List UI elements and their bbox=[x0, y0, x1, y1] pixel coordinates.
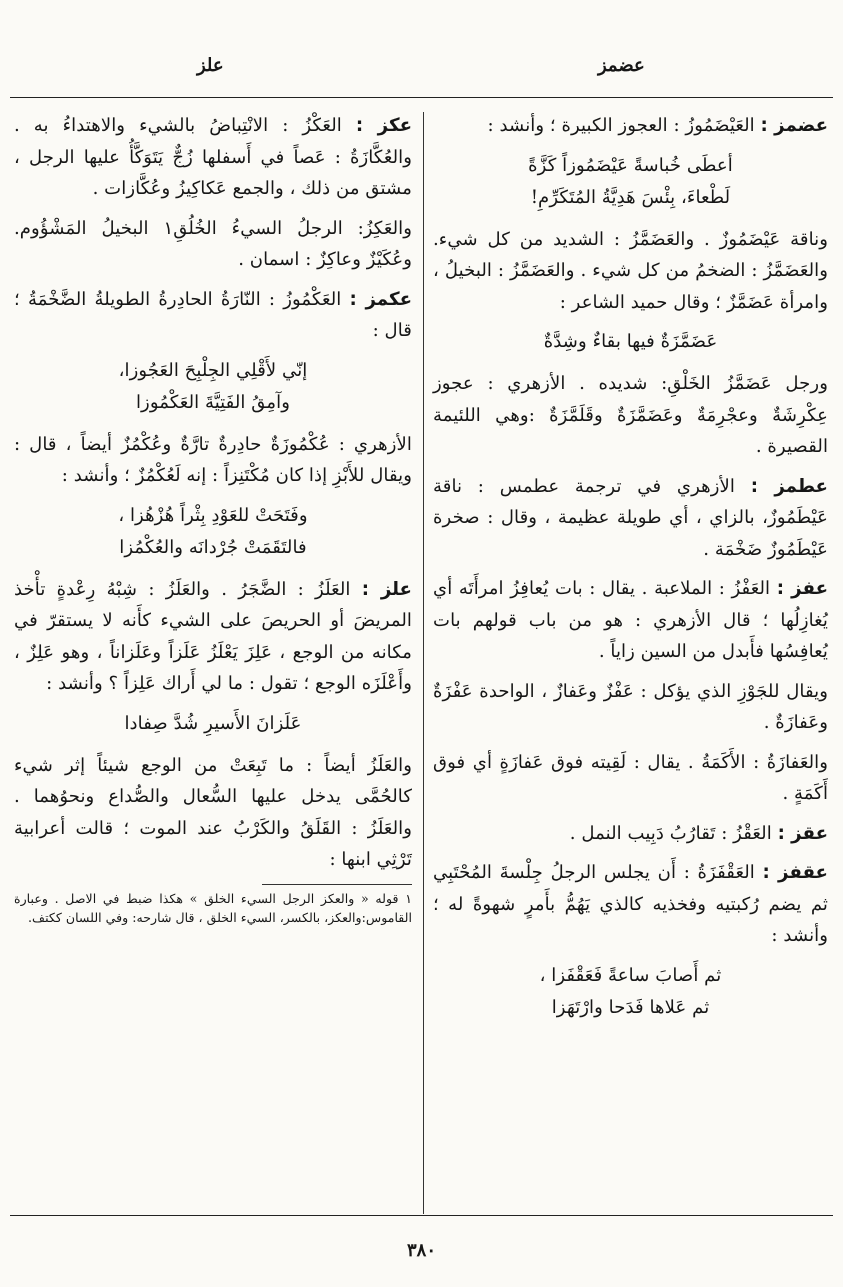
entry-akz bbox=[14, 110, 412, 205]
entry-text: الأزهري : عُكْمُوزَةٌ حادِرةٌ تارَّةٌ وعُكْمُزٌ أيضاً ، قال : ويقال للأَبْزِ إذا كان مُكْتَنِزاً : إنه لَعُكْمُزٌ ؛ وأنشد : bbox=[14, 433, 412, 486]
verse-line: عَلَزانَ الأَسيرِ شُدَّ صِفادا bbox=[124, 712, 302, 734]
entry-aqz bbox=[433, 818, 828, 850]
entry-udmuz bbox=[433, 110, 828, 214]
verse-line: أعطَى خُباسةً عَيْضَمُوزاً كَزَّةً bbox=[528, 154, 733, 176]
entry-paragraph bbox=[14, 750, 412, 876]
footer-rule bbox=[10, 1215, 833, 1216]
entry-text: العَلَزُ : الضَّجَرُ . والعَلَزُ : شِبْهُ رِعْدةٍ تأْخذ المريضَ أو الحريصَ على الشيء كأَنه لا يستقرّ في مكانه من الوجع ، عَلِزَ يَعْلَزُ عَلَزاً وعَلَزاناً ، وهو عَلِزٌ ، وأَعْلَزَه الوجع ؛ تقول : ما لي أَراك عَلِزاً ؟ وأنشد : bbox=[14, 578, 412, 694]
headword: عقفز : bbox=[762, 862, 828, 883]
entry-akmaz-cont bbox=[14, 429, 412, 564]
verse-block bbox=[433, 326, 828, 358]
entry-udmuz-cont bbox=[433, 224, 828, 359]
entry-text: ويقال للجَوْزِ الذي يؤكل : عَفْزٌ وعَفازٌ ، الواحدة عَفْزَةٌ وعَفازَةٌ . bbox=[433, 680, 828, 733]
entry-udmuz-cont2 bbox=[433, 368, 828, 463]
entry-paragraph bbox=[433, 224, 828, 319]
entry-paragraph bbox=[433, 471, 828, 566]
entry-paragraph bbox=[14, 284, 412, 347]
footnote-rule bbox=[262, 884, 412, 885]
headword: عكمز : bbox=[349, 288, 412, 310]
entry-akmaz bbox=[14, 284, 412, 419]
column-divider bbox=[423, 112, 424, 1214]
entry-alaz-cont bbox=[14, 750, 412, 876]
entry-aqfaz bbox=[433, 857, 828, 1024]
verse-line: وفَتَحَتْ للعَوْدِ بِثْراً هُزْهُزا ، bbox=[118, 504, 308, 526]
entry-paragraph bbox=[433, 368, 828, 463]
verse-block bbox=[433, 150, 828, 214]
right-column bbox=[433, 110, 828, 1034]
verse-line: وآمِقُ الفَتِيَّةَ العَكْمُوزا bbox=[136, 391, 290, 413]
headword: عطمز : bbox=[750, 475, 828, 497]
entry-text: والعَلَزُ أيضاً : ما تَبِعَتْ من الوجع شيئاً إثر شيء كالحُمَّى يدخل عليها السُّعال والصُّداع ونحوُهما . والعَلَزُ : القَلَقُ والكَرْبُ عند الموت ؛ قالت أعرابية تَرْثِي ابنها : bbox=[14, 754, 412, 870]
entry-paragraph bbox=[14, 429, 412, 492]
entry-text: العَفْزُ : الملاعبة . يقال : بات يُعافِزُ امرأَتَه أي يُغازِلُها ؛ قال الأزهري : هو من باب قولهم بات يُعافِسُها فأَبدل من السين زاياً . bbox=[433, 578, 828, 662]
entry-paragraph bbox=[433, 818, 828, 850]
verse-line: ثم عَلاها فَدَحا وارْتَهَزا bbox=[551, 996, 710, 1018]
entry-text: الأزهري في ترجمة عطمس : ناقة عَيْطَمُوزٌ، بالزاي ، أي طويلة عظيمة ، وقال : صخرة عَيْطَمُوزٌ ضَخْمَة . bbox=[433, 475, 828, 560]
headword: عفز : bbox=[776, 578, 828, 599]
running-header-right: عضمز bbox=[598, 55, 645, 76]
entry-alaz bbox=[14, 574, 412, 740]
entry-paragraph bbox=[433, 857, 828, 952]
entry-paragraph bbox=[433, 676, 828, 739]
entry-akz-cont bbox=[14, 213, 412, 276]
entry-afz bbox=[433, 573, 828, 668]
entry-paragraph bbox=[433, 573, 828, 668]
entry-afz-cont2 bbox=[433, 747, 828, 810]
running-header-left: علز bbox=[197, 55, 224, 76]
entry-text: العَيْضَمُوزُ : العجوز الكبيرة ؛ وأنشد : bbox=[487, 115, 755, 136]
entry-text: العَكْزُ : الانْتِباضُ بالشيء والاهتداءُ به . والعُكَّازَةُ : عَصاً في أَسفلها زُجٌّ يَتَوَكَّأُ عليها الرجل ، مشتق من ذلك ، والجمع عَكاكِيزُ وعُكَّازات . bbox=[14, 115, 412, 199]
entry-paragraph bbox=[14, 574, 412, 700]
headword: عضمز : bbox=[760, 115, 828, 136]
entry-paragraph bbox=[14, 213, 412, 276]
header-rule bbox=[10, 97, 833, 98]
entry-text: وناقة عَيْضَمُوزٌ . والعَضَمَّزُ : الشديد من كل شيء. والعَضَمَّزُ : الضخمُ من كل شيء . والعَضَمَّزُ : البخيلُ ، وامرأة عَضَمَّزٌ ؛ وقال حميد الشاعر : bbox=[433, 228, 828, 313]
entry-text: العَكْمُوزُ : النّارَةُ الحادِرةُ الطويلةُ الضَّخْمَةُ ؛ قال : bbox=[14, 288, 412, 341]
entry-paragraph bbox=[14, 110, 412, 205]
entry-paragraph bbox=[433, 747, 828, 810]
verse-block bbox=[433, 960, 828, 1024]
entry-text: ورجل عَضَمَّزُ الخَلْقِ: شديده . الأزهري : عجوز عِكْرِشَةٌ وعجْرِمَةٌ وعَضَمَّزَةٌ وقَلَمَّزَةٌ :وهي اللئيمة القصيرة . bbox=[433, 373, 828, 457]
verse-line: عَضَمَّزَةٌ فيها بقاءٌ وشِدَّةٌ bbox=[543, 331, 718, 352]
entry-text: والعَفازَةُ : الأَكَمَةُ . يقال : لَقِيته فوق عَفازَةٍ أي فوق أَكَمَةٍ . bbox=[433, 751, 828, 804]
verse-line: إنّي لأَقْلِي الجِلْبِحَ العَجُوزا، bbox=[118, 359, 308, 381]
entry-text: العَقْزُ : تَقارُبُ دَبِيب النمل . bbox=[569, 822, 772, 844]
verse-block bbox=[14, 708, 412, 740]
headword: عكز : bbox=[355, 115, 413, 136]
page-number: ٣٨٠ bbox=[406, 1240, 436, 1261]
verse-line: ثم أَصابَ ساعةً فَعَقْفَزا ، bbox=[539, 964, 722, 986]
verse-block bbox=[14, 355, 412, 419]
entry-paragraph bbox=[433, 110, 828, 142]
entry-text: والعَكِزُ: الرجلُ السيءُ الخُلُقِ١ البخيلُ المَشْؤُوم. وعُكَيْزٌ وعاكِزٌ : اسمان . bbox=[14, 217, 413, 270]
verse-block bbox=[14, 500, 412, 564]
left-column bbox=[14, 110, 412, 927]
verse-line: فالتَقَمَتْ جُرْدانَه والعُكْمُزا bbox=[119, 536, 307, 558]
entry-afz-cont bbox=[433, 676, 828, 739]
verse-line: لَطْعاءَ، بِئْسَ هَدِيَّةُ المُتَكَرِّمِ! bbox=[530, 186, 731, 208]
entry-atmuz bbox=[433, 471, 828, 566]
headword: علز : bbox=[361, 578, 412, 600]
entry-text: العَقْفَزَةُ : أَن يجلس الرجلُ جِلْسةَ المُحْتَبِي ثم يضم رُكبتيه وفخذيه كالذي يَهُمُّ بأَمرٍ شهوةً له ؛ وأنشد : bbox=[433, 862, 828, 946]
headword: عقز : bbox=[777, 822, 828, 844]
footnote: ١ قوله « والعكز الرجل السيء الخلق » هكذا ضبط في الاصل . وعبارة القاموس:والعكز، بالكسر، السيء الخلق ، قال شارحه: وفي اللسان ككتف. bbox=[14, 890, 412, 925]
